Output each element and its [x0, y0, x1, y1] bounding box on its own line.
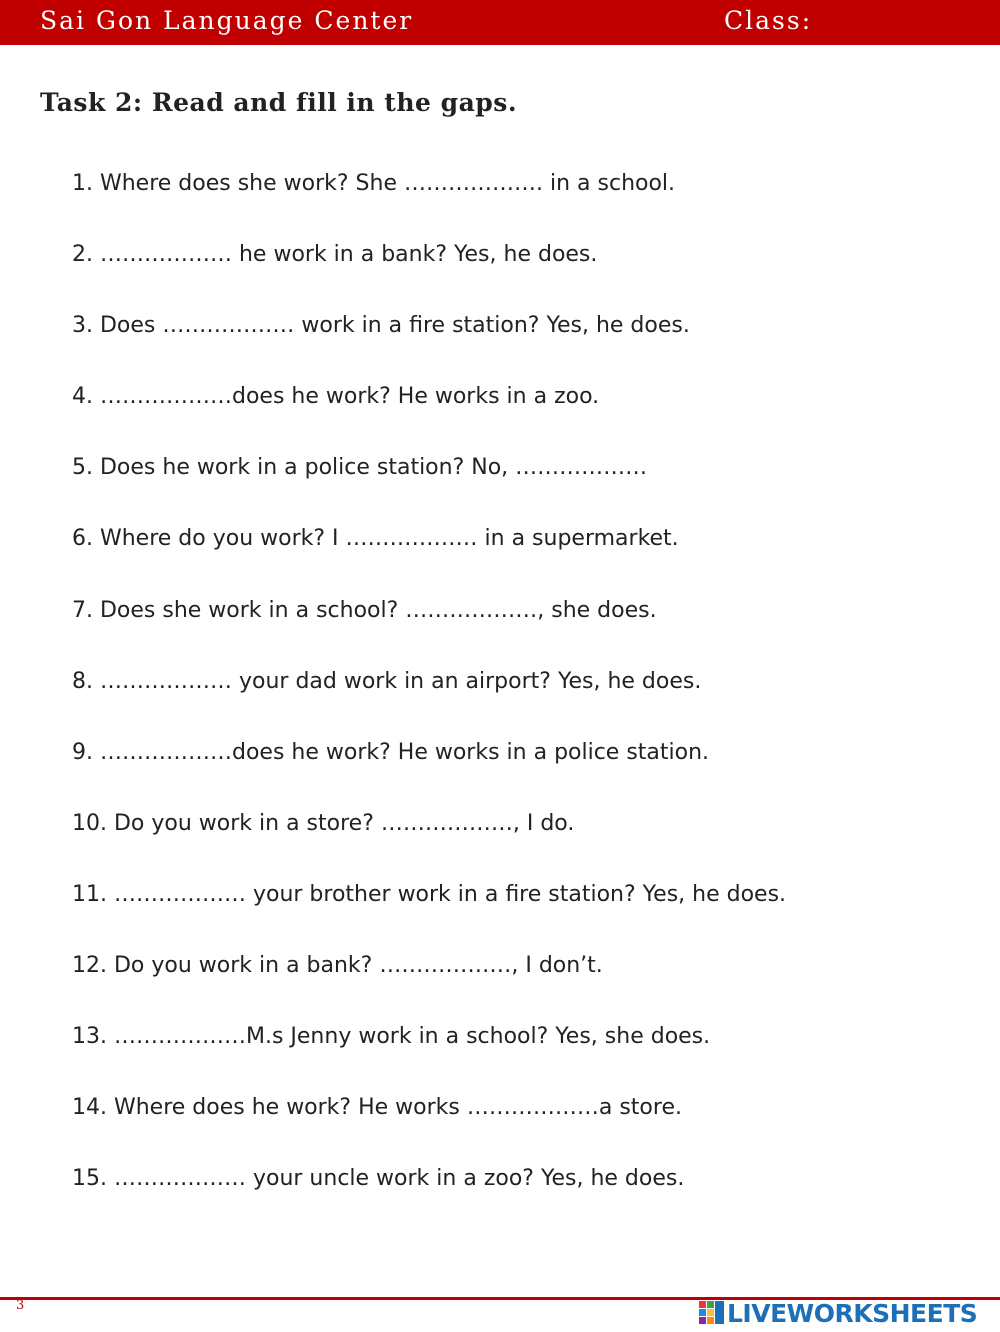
liveworksheets-logo-icon	[698, 1299, 726, 1327]
question-12: 12. Do you work in a bank? ………………, I don’t.	[72, 953, 603, 979]
question-2: 2. ……………… he work in a bank? Yes, he does.	[72, 242, 598, 268]
question-14: 14. Where does he work? He works ………………a store.	[72, 1095, 682, 1121]
liveworksheets-brand	[698, 1298, 977, 1328]
question-13: 13. ………………M.s Jenny work in a school? Yes, she does.	[72, 1024, 711, 1050]
class-label: Class:	[724, 6, 813, 35]
question-4: 4. ………………does he work? He works in a zoo.	[72, 384, 600, 410]
question-8: 8. ……………… your dad work in an airport? Yes, he does.	[72, 668, 702, 694]
question-list	[72, 166, 972, 1232]
page-number: 3	[16, 1298, 25, 1313]
question-10: 10. Do you work in a store? ………………, I do.	[72, 810, 575, 836]
question-7: 7. Does she work in a school? ………………, she does.	[72, 597, 657, 623]
task-title: Task 2: Read and fill in the gaps.	[40, 88, 518, 117]
question-6: 6. Where do you work? I ……………… in a supermarket.	[72, 526, 679, 552]
question-9: 9. ………………does he work? He works in a police station.	[72, 739, 710, 765]
header-bar	[0, 0, 1000, 45]
question-15: 15. ……………… your uncle work in a zoo? Yes, he does.	[72, 1166, 685, 1192]
brand-text: LIVEWORKSHEETS	[727, 1298, 978, 1328]
question-1: 1. Where does she work? She ………………. in a school.	[72, 171, 676, 196]
question-3: 3. Does ……………… work in a fire station? Yes, he does.	[72, 313, 690, 339]
center-name: Sai Gon Language Center	[40, 6, 414, 35]
question-5: 5. Does he work in a police station? No, ………………	[72, 455, 648, 481]
question-11: 11. ……………… your brother work in a fire station? Yes, he does.	[72, 881, 787, 907]
